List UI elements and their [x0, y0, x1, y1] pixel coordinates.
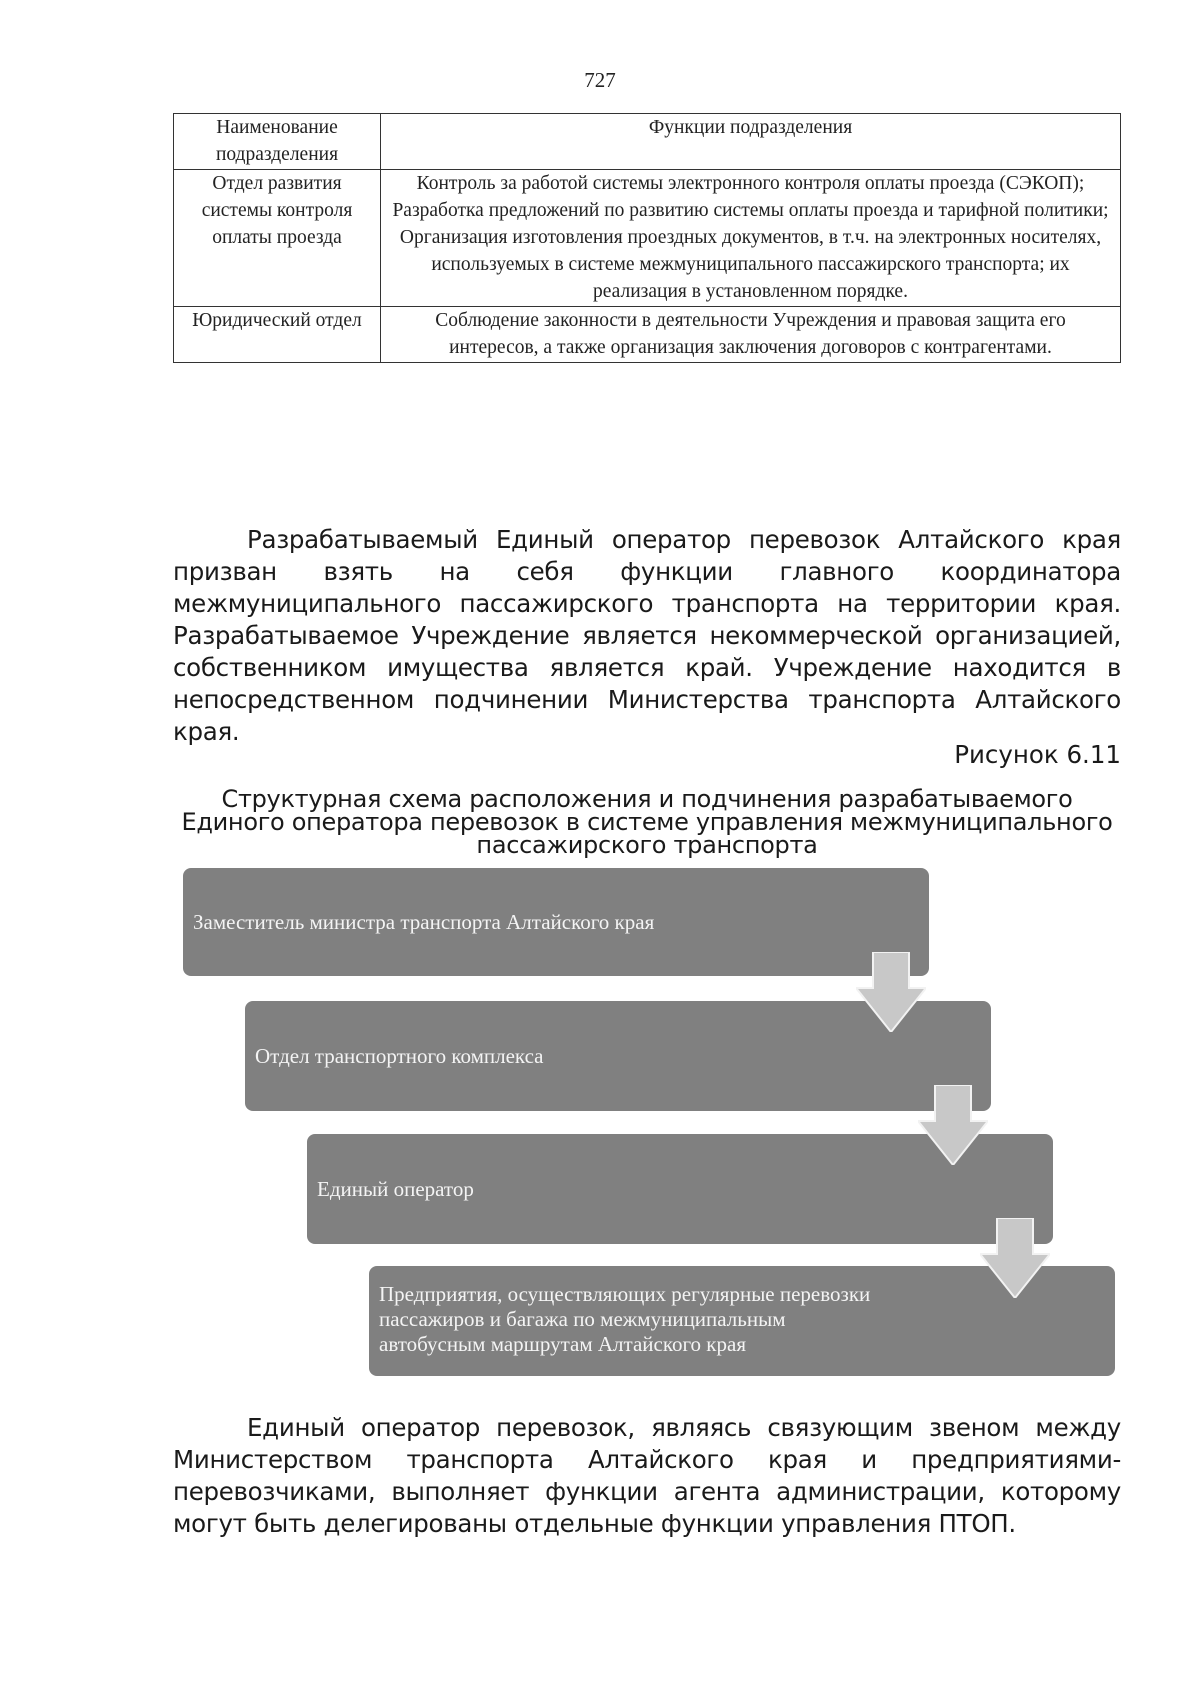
paragraph-text: Разрабатываемый Единый оператор перевозок Алтайского края призван взять на себя функции главного координатора межмуниципального пассажирского транспорта на территории края. Разрабатываемое Учреждение является некоммерческой организацией, собственником имущества является край. Учреждение находится в непосредственном подчинении Министерства транспорта Алтайского края.	[173, 525, 1121, 746]
diagram-box-label: Заместитель министра транспорта Алтайского края	[193, 909, 655, 934]
function-item: Контроль за работой системы электронного контроля оплаты проезда (СЭКОП);	[416, 173, 1085, 194]
function-item: Организация изготовления проездных документов, в т.ч. на электронных носителях, используемых в системе межмуниципального пассажирского транспорта; их реализация в установленном порядке.	[399, 227, 1102, 302]
row-name-cell: Юридический отдел	[174, 307, 381, 363]
paragraph-operator-role	[173, 1412, 1121, 1540]
table-row	[174, 170, 1121, 307]
down-arrow-icon	[980, 1218, 1050, 1298]
header-subdivision-functions: Функции подразделения	[381, 114, 1121, 170]
paragraph-text: Единый оператор перевозок, являясь связующим звеном между Министерством транспорта Алтайского края и предприятиями-перевозчиками, выполняет функции агента администрации, которому могут быть делегированы отдельные функции управления ПТОП.	[173, 1413, 1121, 1538]
row-functions-cell	[381, 170, 1121, 307]
paragraph-coordinator	[173, 524, 1121, 748]
function-item: Соблюдение законности в деятельности Учреждения и правовая защита его интересов, а также организация заключения договоров с контрагентами.	[435, 310, 1066, 358]
function-item: Разработка предложений по развитию системы оплаты проезда и тарифной политики;	[392, 200, 1109, 221]
row-name-cell: Отдел развития системы контроля оплаты проезда	[174, 170, 381, 307]
diagram-box-label: Предприятия, осуществляющих регулярные перевозки пассажиров и багажа по межмуниципальным автобусным маршрутам Алтайского края	[379, 1282, 871, 1356]
table-row	[174, 307, 1121, 363]
diagram-box-label: Отдел транспортного комплекса	[255, 1043, 544, 1068]
diagram-box-deputy-minister	[183, 868, 929, 976]
figure-label: Рисунок 6.11	[954, 740, 1121, 769]
diagram-box-label: Единый оператор	[317, 1176, 474, 1201]
page-number: 727	[584, 68, 616, 92]
figure-title: Структурная схема расположения и подчинения разрабатываемого Единого оператора перевозок в системе управления межмуниципального пассажирского транспорта	[181, 785, 1113, 859]
row-functions-cell	[381, 307, 1121, 363]
down-arrow-icon	[856, 952, 926, 1032]
down-arrow-icon	[918, 1085, 988, 1165]
table-header-row	[174, 114, 1121, 170]
functions-table	[173, 113, 1121, 363]
header-subdivision-name: Наименование подразделения	[174, 114, 381, 170]
